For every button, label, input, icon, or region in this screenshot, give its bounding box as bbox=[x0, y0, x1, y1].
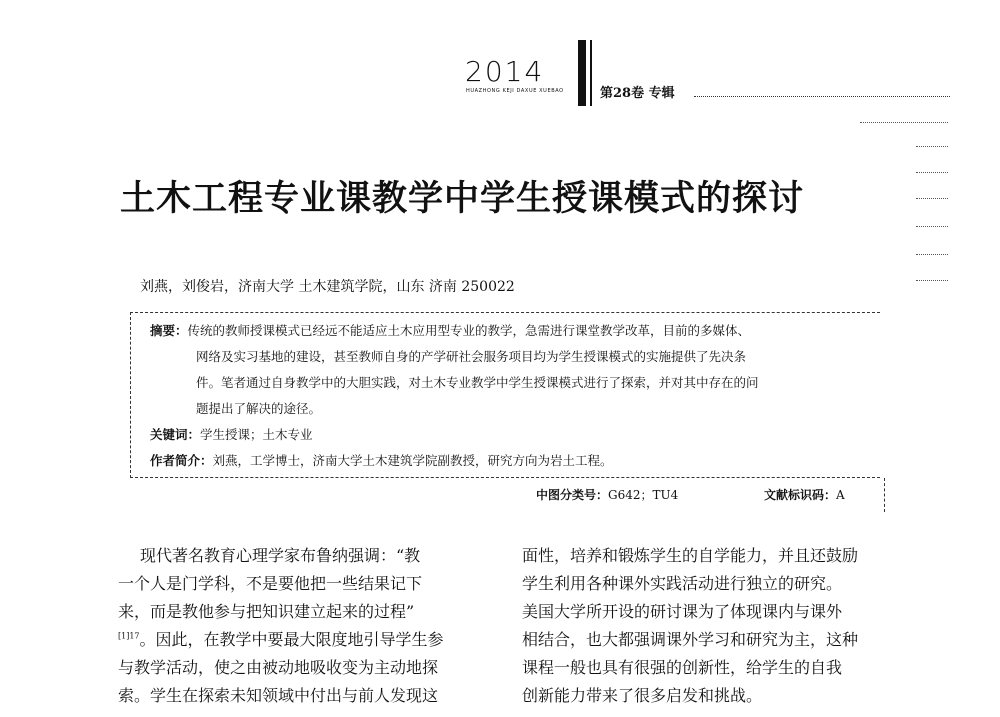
issue-label: 第28卷 专辑 bbox=[600, 86, 675, 101]
body-right-line: 面性，培养和锻炼学生的自学能力，并且还鼓励 bbox=[522, 546, 859, 565]
keywords-row bbox=[150, 429, 313, 442]
doc-code-row bbox=[764, 486, 845, 503]
abstract-label bbox=[150, 325, 750, 338]
abstract-heading: 摘要： bbox=[150, 323, 188, 338]
margin-dash bbox=[916, 172, 948, 173]
author-bio-text: 刘燕，工学博士，济南大学土木建筑学院副教授，研究方向为岩土工程。 bbox=[212, 453, 613, 468]
body-right-line: 课程一般也具有很强的创新性，给学生的自我 bbox=[522, 658, 843, 677]
classification-label: 中图分类号： bbox=[536, 488, 609, 502]
classification-row bbox=[536, 486, 678, 503]
author-bio-label: 作者简介： bbox=[150, 453, 213, 468]
body-right-line: 学生利用各种课外实践活动进行独立的研究。 bbox=[522, 574, 843, 593]
margin-dash bbox=[860, 122, 948, 123]
doc-code-label: 文献标识码： bbox=[764, 488, 837, 502]
margin-dash bbox=[916, 280, 948, 281]
abstract-line: 网络及实习基地的建设，甚至教师自身的产学研社会服务项目均为学生授课模式的实施提供了先决条 bbox=[196, 349, 747, 364]
body-right-line: 创新能力带来了很多启发和挑战。 bbox=[522, 686, 763, 705]
classification-value: G642；TU4 bbox=[608, 488, 679, 502]
body-left-line: 与教学活动，使之由被动地吸收变为主动地探 bbox=[118, 658, 439, 677]
doc-code-value: A bbox=[836, 488, 845, 502]
body-left-line: 一个人是门学科，不是要他把一些结果记下 bbox=[118, 574, 423, 593]
header-bar-thin bbox=[590, 40, 592, 106]
author-affiliation: 刘燕，刘俊岩，济南大学 土木建筑学院，山东 济南 250022 bbox=[140, 279, 515, 295]
body-left-line: 索。学生在探索未知领域中付出与前人发现这 bbox=[118, 686, 439, 705]
author-bio-row bbox=[150, 455, 613, 468]
paper-title: 土木工程专业课教学中学生授课模式的探讨 bbox=[120, 178, 805, 219]
body-left-line bbox=[118, 632, 444, 648]
body-left-line: 来，而是教他参与把知识建立起来的过程” bbox=[118, 602, 415, 621]
keywords-label: 关键词： bbox=[150, 427, 201, 442]
abstract-line: 题提出了解决的途径。 bbox=[196, 401, 322, 416]
body-left-text: 。因此，在教学中要最大限度地引导学生参 bbox=[139, 630, 444, 649]
abstract-line: 件。笔者通过自身教学中的大胆实践，对土木专业教学中学生授课模式进行了探索，并对其中存在的问 bbox=[196, 375, 759, 390]
margin-dash bbox=[916, 226, 948, 227]
margin-dash bbox=[916, 198, 948, 199]
header-dotted-rule bbox=[694, 96, 950, 97]
journal-year: 2014 bbox=[465, 55, 545, 88]
margin-dash bbox=[916, 146, 948, 147]
margin-dash bbox=[916, 254, 948, 255]
abstract-line: 传统的教师授课模式已经远不能适应土木应用型专业的教学，急需进行课堂教学改革，目前的多媒体、 bbox=[187, 323, 751, 338]
header-bar-thick bbox=[578, 40, 586, 106]
body-right-line: 相结合，也大都强调课外学习和研究为主，这种 bbox=[522, 630, 859, 649]
journal-subtitle: HUAZHONG KEJI DAXUE XUEBAO bbox=[466, 88, 564, 94]
citation-mark: [1]17 bbox=[118, 631, 140, 641]
body-left-line: 现代著名教育心理学家布鲁纳强调：“教 bbox=[140, 546, 421, 565]
abstract-side-line bbox=[884, 478, 885, 512]
body-right-line: 美国大学所开设的研讨课为了体现课内与课外 bbox=[522, 602, 843, 621]
keywords-text: 学生授课；土木专业 bbox=[200, 427, 313, 442]
